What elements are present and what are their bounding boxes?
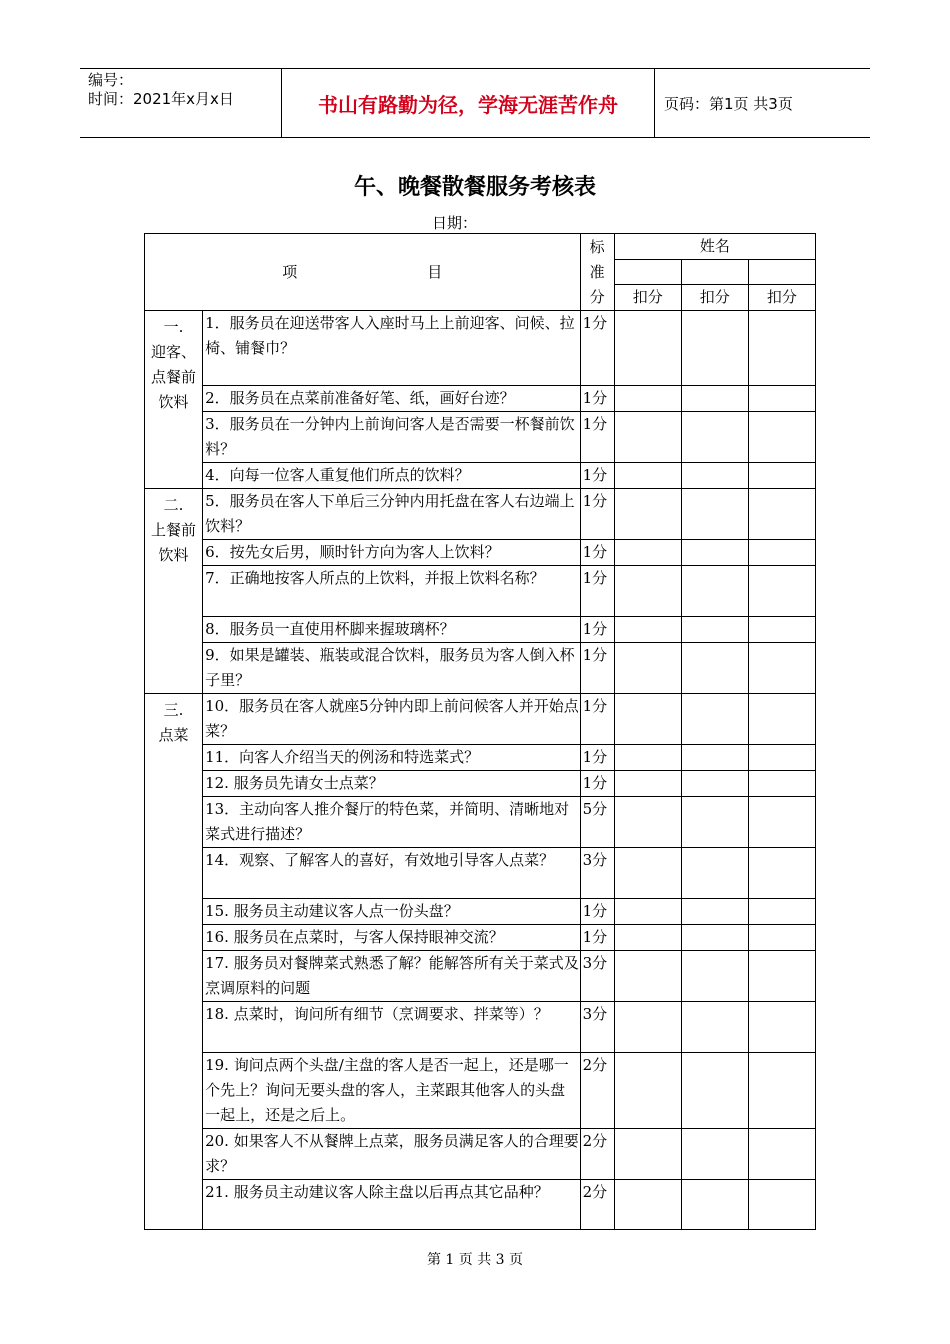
std-score-cell: 3分 [580, 951, 614, 1002]
item-text: 20. 如果客人不从餐牌上点菜，服务员满足客人的合理要求？ [205, 1132, 579, 1175]
item-text: 8．服务员一直使用杯脚来握玻璃杯？ [205, 620, 455, 638]
item-text: 4．向每一位客人重复他们所点的饮料？ [205, 466, 470, 484]
deduct-input-cell[interactable] [681, 925, 748, 951]
deduct-input-cell[interactable] [681, 771, 748, 797]
table-row [145, 899, 816, 925]
item-cell [203, 463, 581, 489]
item-text: 9．如果是罐装、瓶装或混合饮料，服务员为客人倒入杯子里？ [205, 646, 575, 689]
category-cell [145, 311, 203, 489]
date-label: 日期： [432, 214, 478, 232]
deduct-input-cell[interactable] [614, 412, 681, 463]
deduct-input-cell[interactable] [748, 617, 815, 643]
deduct-input-cell[interactable] [681, 566, 748, 617]
table-row [145, 566, 816, 617]
deduct-input-cell[interactable] [614, 463, 681, 489]
deduct-input-cell[interactable] [614, 617, 681, 643]
deduct-input-cell[interactable] [681, 951, 748, 1002]
deduct-input-cell[interactable] [614, 694, 681, 745]
item-cell [203, 771, 581, 797]
deduct-input-cell[interactable] [614, 925, 681, 951]
item-cell [203, 1129, 581, 1180]
table-row [145, 694, 816, 745]
table-row [145, 848, 816, 899]
item-text: 16. 服务员在点菜时，与客人保持眼神交流？ [205, 928, 504, 946]
header-meta [80, 69, 282, 137]
deduct-input-cell[interactable] [748, 925, 815, 951]
item-cell [203, 412, 581, 463]
deduct-input-cell[interactable] [748, 1129, 815, 1180]
table-row [145, 412, 816, 463]
std-score-cell: 1分 [580, 643, 614, 694]
deduct-input-cell[interactable] [681, 386, 748, 412]
item-cell [203, 1180, 581, 1230]
deduct-input-cell[interactable] [748, 694, 815, 745]
deduct-input-cell[interactable] [614, 771, 681, 797]
std-score-cell: 1分 [580, 925, 614, 951]
table-row [145, 925, 816, 951]
deduct-input-cell[interactable] [748, 745, 815, 771]
item-text: 19. 询问点两个头盘/主盘的客人是否一起上，还是哪一个先上？询问无要头盘的客人，主菜跟其他客人的头盘一起上，还是之后上。 [205, 1056, 569, 1124]
table-row [145, 745, 816, 771]
item-header-left: 项 [282, 262, 298, 281]
std-score-cell: 2分 [580, 1129, 614, 1180]
item-cell [203, 745, 581, 771]
header-motto: 书山有路勤为径，学海无涯苦作舟 [282, 69, 655, 137]
deduct-input-cell[interactable] [748, 566, 815, 617]
std-score-cell: 3分 [580, 848, 614, 899]
category-label-line: 饮料 [158, 393, 189, 411]
table-row [145, 643, 816, 694]
table-row [145, 797, 816, 848]
deduct-input-cell[interactable] [748, 1180, 815, 1230]
deduct-input-cell[interactable] [748, 771, 815, 797]
item-cell [203, 311, 581, 386]
std-header-1: 标 [589, 237, 605, 256]
deduct-input-cell[interactable] [681, 1129, 748, 1180]
category-label-line: 一. [163, 318, 184, 336]
std-score-cell: 3分 [580, 1002, 614, 1053]
category-label-line: 三. [163, 701, 184, 719]
item-text: 6．按先女后男，顺时针方向为客人上饮料？ [205, 543, 500, 561]
name-cell-1[interactable] [614, 260, 681, 285]
deduct-input-cell[interactable] [748, 463, 815, 489]
item-cell [203, 386, 581, 412]
name-cell-2[interactable] [681, 260, 748, 285]
deduct-input-cell[interactable] [748, 412, 815, 463]
item-text: 21. 服务员主动建议客人除主盘以后再点其它品种？ [205, 1183, 549, 1201]
std-score-cell: 2分 [580, 1053, 614, 1129]
table-row [145, 463, 816, 489]
item-cell [203, 797, 581, 848]
deduct-input-cell[interactable] [614, 899, 681, 925]
deduct-input-cell[interactable] [614, 951, 681, 1002]
deduct-input-cell[interactable] [681, 1180, 748, 1230]
deduct-input-cell[interactable] [748, 540, 815, 566]
table-row [145, 1053, 816, 1129]
item-cell [203, 951, 581, 1002]
assessment-table [144, 233, 816, 1230]
item-text: 18. 点菜时，询问所有细节（烹调要求、拌菜等）？ [205, 1005, 549, 1023]
table-row [145, 386, 816, 412]
category-label-line: 饮料 [158, 546, 189, 564]
std-score-cell: 1分 [580, 311, 614, 386]
deduct-input-cell[interactable] [748, 386, 815, 412]
item-cell [203, 617, 581, 643]
deduct-input-cell[interactable] [614, 1129, 681, 1180]
item-text: 1．服务员在迎送带客人入座时马上上前迎客、问候、拉椅、铺餐巾？ [205, 314, 575, 357]
deduct-input-cell[interactable] [681, 1002, 748, 1053]
deduct-input-cell[interactable] [614, 797, 681, 848]
std-score-cell: 1分 [580, 566, 614, 617]
deduct-input-cell[interactable] [681, 745, 748, 771]
deduct-input-cell[interactable] [681, 617, 748, 643]
deduct-input-cell[interactable] [748, 1002, 815, 1053]
deduct-input-cell[interactable] [614, 540, 681, 566]
table-row [145, 311, 816, 386]
std-header-3: 分 [589, 287, 605, 306]
item-header [145, 234, 581, 311]
deduct-input-cell[interactable] [614, 848, 681, 899]
std-header [580, 234, 614, 311]
page-footer: 第 1 页 共 3 页 [426, 1252, 524, 1268]
std-score-cell: 1分 [580, 899, 614, 925]
category-cell [145, 694, 203, 1230]
time-label: 时间：2021年x月x日 [88, 90, 234, 108]
deduct-input-cell[interactable] [614, 489, 681, 540]
item-text: 10．服务员在客人就座5分钟内即上前问候客人并开始点菜？ [205, 697, 579, 740]
item-cell [203, 694, 581, 745]
item-header-right: 目 [427, 262, 443, 281]
category-cell [145, 489, 203, 694]
deduct-input-cell[interactable] [748, 848, 815, 899]
item-cell [203, 566, 581, 617]
deduct-input-cell[interactable] [681, 797, 748, 848]
deduct-input-cell[interactable] [748, 1053, 815, 1129]
std-score-cell: 1分 [580, 617, 614, 643]
deduct-input-cell[interactable] [681, 489, 748, 540]
item-cell [203, 848, 581, 899]
table-row [145, 540, 816, 566]
item-cell [203, 1002, 581, 1053]
deduct-input-cell[interactable] [681, 412, 748, 463]
deduct-input-cell[interactable] [681, 643, 748, 694]
std-header-2: 准 [589, 262, 605, 281]
table-row [145, 771, 816, 797]
deduct-input-cell[interactable] [614, 1053, 681, 1129]
table-row [145, 489, 816, 540]
category-label-line: 二. [163, 496, 184, 514]
item-text: 17. 服务员对餐牌菜式熟悉了解？能解答所有关于菜式及烹调原料的问题 [205, 954, 579, 997]
item-cell [203, 925, 581, 951]
deduct-input-cell[interactable] [614, 1002, 681, 1053]
deduct-input-cell[interactable] [681, 540, 748, 566]
deduct-input-cell[interactable] [748, 643, 815, 694]
item-text: 12. 服务员先请女士点菜？ [205, 774, 384, 792]
table-row [145, 951, 816, 1002]
item-cell [203, 540, 581, 566]
item-text: 15. 服务员主动建议客人点一份头盘？ [205, 902, 459, 920]
deduct-input-cell[interactable] [748, 489, 815, 540]
deduct-input-cell[interactable] [748, 797, 815, 848]
std-score-cell: 1分 [580, 540, 614, 566]
std-score-cell: 1分 [580, 694, 614, 745]
std-score-cell: 5分 [580, 797, 614, 848]
std-score-cell: 1分 [580, 489, 614, 540]
category-label-line: 迎客、 [151, 343, 197, 361]
deduct-input-cell[interactable] [681, 848, 748, 899]
name-cell-3[interactable] [748, 260, 815, 285]
category-label-line: 上餐前 [151, 521, 197, 539]
table-row [145, 1180, 816, 1230]
table-row [145, 617, 816, 643]
item-cell [203, 643, 581, 694]
deduct-input-cell[interactable] [614, 311, 681, 386]
item-text: 13．主动向客人推介餐厅的特色菜，并简明、清晰地对菜式进行描述？ [205, 800, 570, 843]
deduct-input-cell[interactable] [681, 311, 748, 386]
page-header [80, 68, 870, 138]
item-text: 7．正确地按客人所点的上饮料，并报上饮料名称？ [205, 569, 545, 587]
header-page-info: 页码：第1页 共3页 [664, 94, 793, 113]
item-text: 5．服务员在客人下单后三分钟内用托盘在客人右边端上饮料？ [205, 492, 575, 535]
std-score-cell: 1分 [580, 386, 614, 412]
item-text: 11．向客人介绍当天的例汤和特选菜式？ [205, 748, 480, 766]
deduct-input-cell[interactable] [681, 899, 748, 925]
std-score-cell: 1分 [580, 463, 614, 489]
deduct-input-cell[interactable] [748, 899, 815, 925]
deduct-input-cell[interactable] [614, 745, 681, 771]
deduct-input-cell[interactable] [614, 566, 681, 617]
std-score-cell: 2分 [580, 1180, 614, 1230]
deduct-input-cell[interactable] [614, 643, 681, 694]
deduct-input-cell[interactable] [748, 311, 815, 386]
item-text: 3．服务员在一分钟内上前询问客人是否需要一杯餐前饮料？ [205, 415, 575, 458]
std-score-cell: 1分 [580, 771, 614, 797]
deduct-input-cell[interactable] [614, 1180, 681, 1230]
name-header: 姓名 [614, 234, 815, 260]
deduct-header-2: 扣分 [681, 285, 748, 311]
std-score-cell: 1分 [580, 412, 614, 463]
deduct-input-cell[interactable] [681, 1053, 748, 1129]
table-row [145, 1129, 816, 1180]
item-cell [203, 1053, 581, 1129]
deduct-input-cell[interactable] [748, 951, 815, 1002]
deduct-header-1: 扣分 [614, 285, 681, 311]
category-label-line: 点餐前 [151, 368, 197, 386]
item-text: 14．观察、了解客人的喜好，有效地引导客人点菜？ [205, 851, 555, 869]
item-text: 2．服务员在点菜前准备好笔、纸，画好台迹？ [205, 389, 515, 407]
item-cell [203, 489, 581, 540]
std-score-cell: 1分 [580, 745, 614, 771]
item-cell [203, 899, 581, 925]
table-row [145, 1002, 816, 1053]
page-title: 午、晚餐散餐服务考核表 [353, 175, 596, 200]
category-label-line: 点菜 [158, 726, 189, 744]
deduct-input-cell[interactable] [681, 694, 748, 745]
serial-label: 编号： [88, 71, 134, 89]
deduct-header-3: 扣分 [748, 285, 815, 311]
deduct-input-cell[interactable] [614, 386, 681, 412]
deduct-input-cell[interactable] [681, 463, 748, 489]
